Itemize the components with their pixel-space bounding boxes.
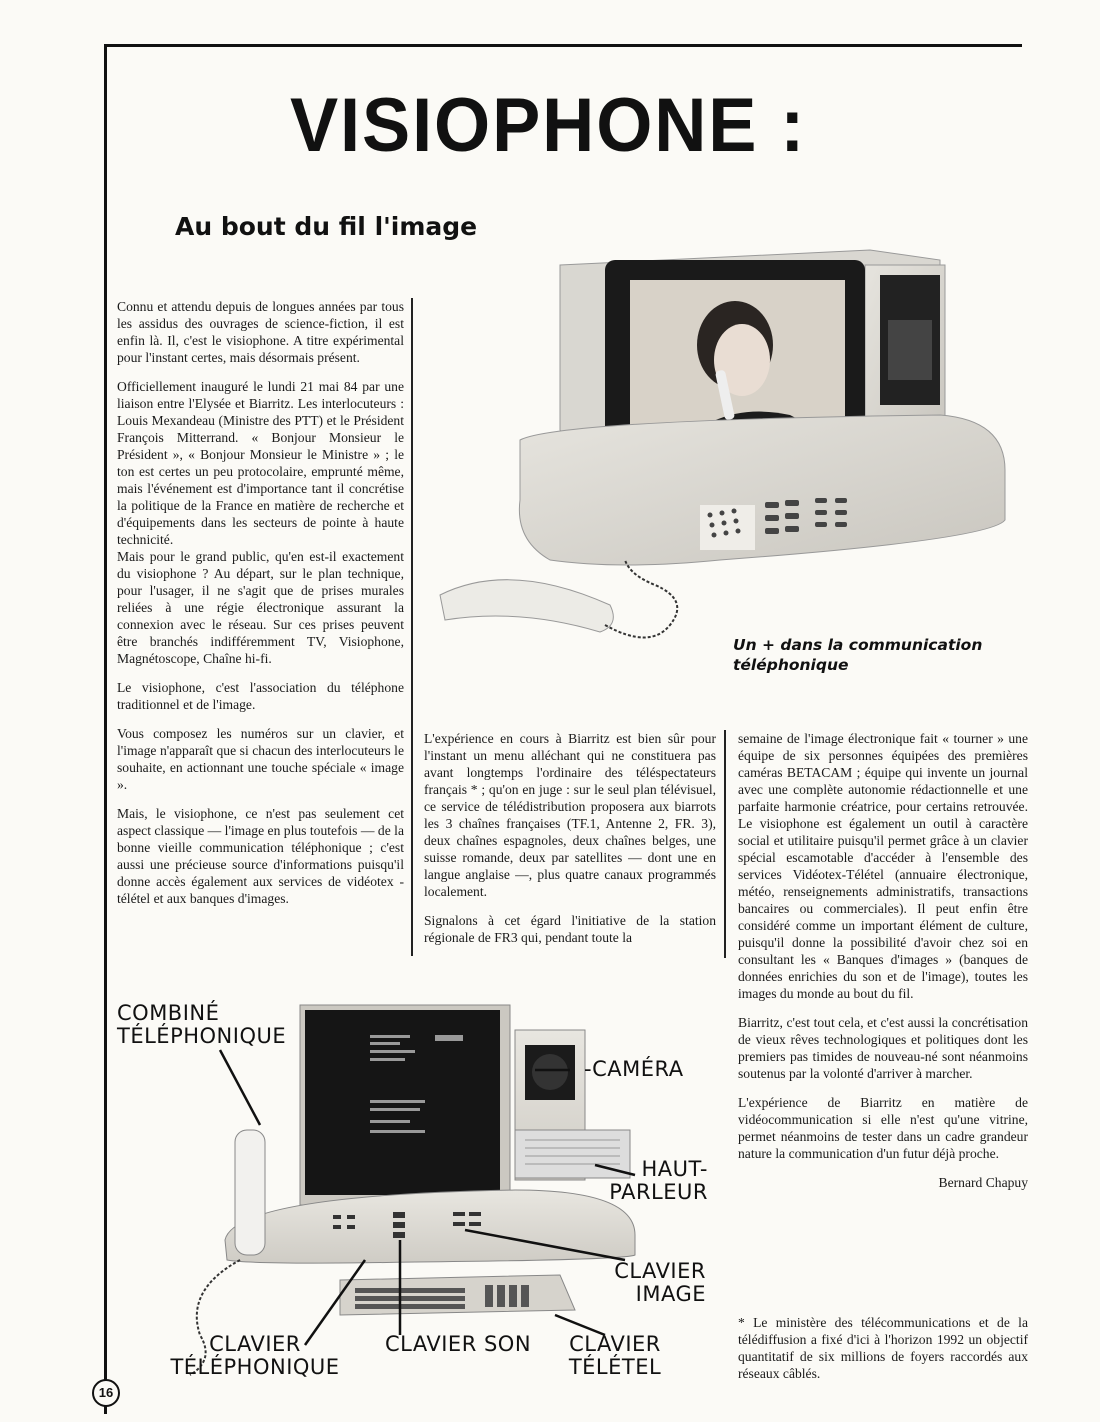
label-clavier-son: CLAVIER SON	[385, 1332, 532, 1356]
label-combine-telephonique: COMBINÉ TÉLÉPHONIQUE	[117, 1001, 287, 1048]
column-rule	[724, 730, 726, 958]
article-column-1	[117, 298, 404, 919]
paragraph: semaine de l'image électronique fait « tourner » une équipe de six personnes équipées des premières caméras BETACAM ; équipe qui invente un journal avec une complète autonomie rédactionnelle et une parfaite harmonie créatrice, pour certains retrouvée. Le visiophone est également un outil à caractère social et utilitaire puisqu'il permet grâce à un clavier spécial escamotable d'accéder à l'ensemble des services Vidéotex-Télétel (annuaire électronique, météo, renseignements administratifs, transactions bancaires ou commerciales). Il peut enfin être considéré comme un important élément de culture, puisqu'il donne la possibilité d'avoir chez soi en consultant les « Banques d'images » (banques de données enrichies du son et de l'image), toutes les images du monde au bout du fil.	[738, 731, 1028, 1001]
paragraph: Vous composez les numéros sur un clavier, et l'image n'apparaît que si chacun des interlocuteurs le souhaite, en actionnant une touche spéciale « image ».	[117, 726, 404, 792]
label-clavier-image: CLAVIER IMAGE	[614, 1259, 706, 1306]
label-haut-parleur: HAUT-PARLEUR	[609, 1157, 708, 1204]
top-rule	[104, 44, 1022, 47]
column-rule	[411, 298, 413, 956]
left-rule	[104, 44, 107, 1414]
paragraph: L'expérience de Biarritz en matière de vidéocommunication si elle n'est qu'une vitrine, permet néanmoins de tester dans un cadre grandeur nature la communication d'un futur déjà proche.	[738, 1095, 1028, 1161]
author-signature: Bernard Chapuy	[938, 1175, 1028, 1190]
article-column-2	[424, 730, 716, 958]
paragraph: Mais pour le grand public, qu'en est-il exactement du visiophone ? Au départ, sur le plan technique, pour l'usager, il ne s'agit que de prises murales reliées à une régie électronique assurant la connexion avec le réseau. Sur ces prises peuvent être branchés indifféremment TV, Visiophone, Magnétoscope, Chaîne hi-fi.	[117, 549, 404, 666]
photo-caption: Un + dans la communication téléphonique	[733, 636, 983, 674]
footnote: * Le ministère des télécommunications et de la télédiffusion a fixé d'ici à l'horizon 1992 un objectif quantitatif de six millions de foyers raccordés aux réseaux câblés.	[738, 1315, 1028, 1381]
paragraph: Signalons à cet égard l'initiative de la station régionale de FR3 qui, pendant toute la	[424, 913, 716, 945]
page-title: VISIOPHONE :	[290, 83, 807, 168]
label-clavier-telephonique: CLAVIER TÉLÉPHONIQUE	[170, 1332, 340, 1379]
article-subtitle: Au bout du fil l'image	[175, 212, 478, 241]
label-camera: -CAMÉRA	[584, 1057, 684, 1081]
paragraph: L'expérience en cours à Biarritz est bien sûr pour l'instant un menu alléchant qui ne constituera pas avant longtemps l'ordinaire des téléspectateurs français * ; qu'on en juge : sur le seul plan télévisuel, ce service de télédistribution proposera aux biarrots les 3 chaînes françaises (TF.1, Antenne 2, FR. 3), deux chaînes espagnoles, deux chaînes belges, une suisse romande, deux par satellites — dont une en langue anglaise —, plus quatre canaux programmés localement.	[424, 731, 716, 899]
paragraph: Le visiophone, c'est l'association du téléphone traditionnel et de l'image.	[117, 680, 404, 712]
page-number: 16	[92, 1379, 120, 1407]
paragraph: Mais, le visiophone, ce n'est pas seulement cet aspect classique — l'image en plus toutefois — de la bonne vieille communication téléphonique ; c'est aussi une précieuse source d'informations puisqu'il donne accès également aux services de vidéotex - télétel et aux banques d'images.	[117, 806, 404, 906]
article-column-3	[738, 730, 1028, 1203]
visiophone-photo	[420, 240, 1030, 670]
paragraph: Connu et attendu depuis de longues années par tous les assidus des ouvrages de science-fiction, il est enfin là. Il, c'est le visiophone. A titre expérimental pour l'instant certes, mais désormais présent.	[117, 299, 404, 365]
label-clavier-teletel: CLAVIER TÉLÉTEL	[568, 1332, 662, 1379]
paragraph: Officiellement inauguré le lundi 21 mai 84 par une liaison entre l'Elysée et Biarritz. Les interlocuteurs : Louis Mexandeau (Ministre des PTT) et le Président François Mitterrand. « Bonjour Monsieur le Président », « Bonjour Monsieur le Ministre » ; le ton est certes un peu protocolaire, emprunté même, mais l'événement est d'importance tant il concrétise la politique de la France en matière de recherche et d'équipements dans les secteurs de pointe à haute technicité.	[117, 379, 404, 547]
paragraph: Biarritz, c'est tout cela, et c'est aussi la concrétisation de vieux rêves technologiques et politiques dont les premiers pas timides de nouveau-né sont néanmoins soutenus par la volonté d'arriver à marcher.	[738, 1015, 1028, 1081]
